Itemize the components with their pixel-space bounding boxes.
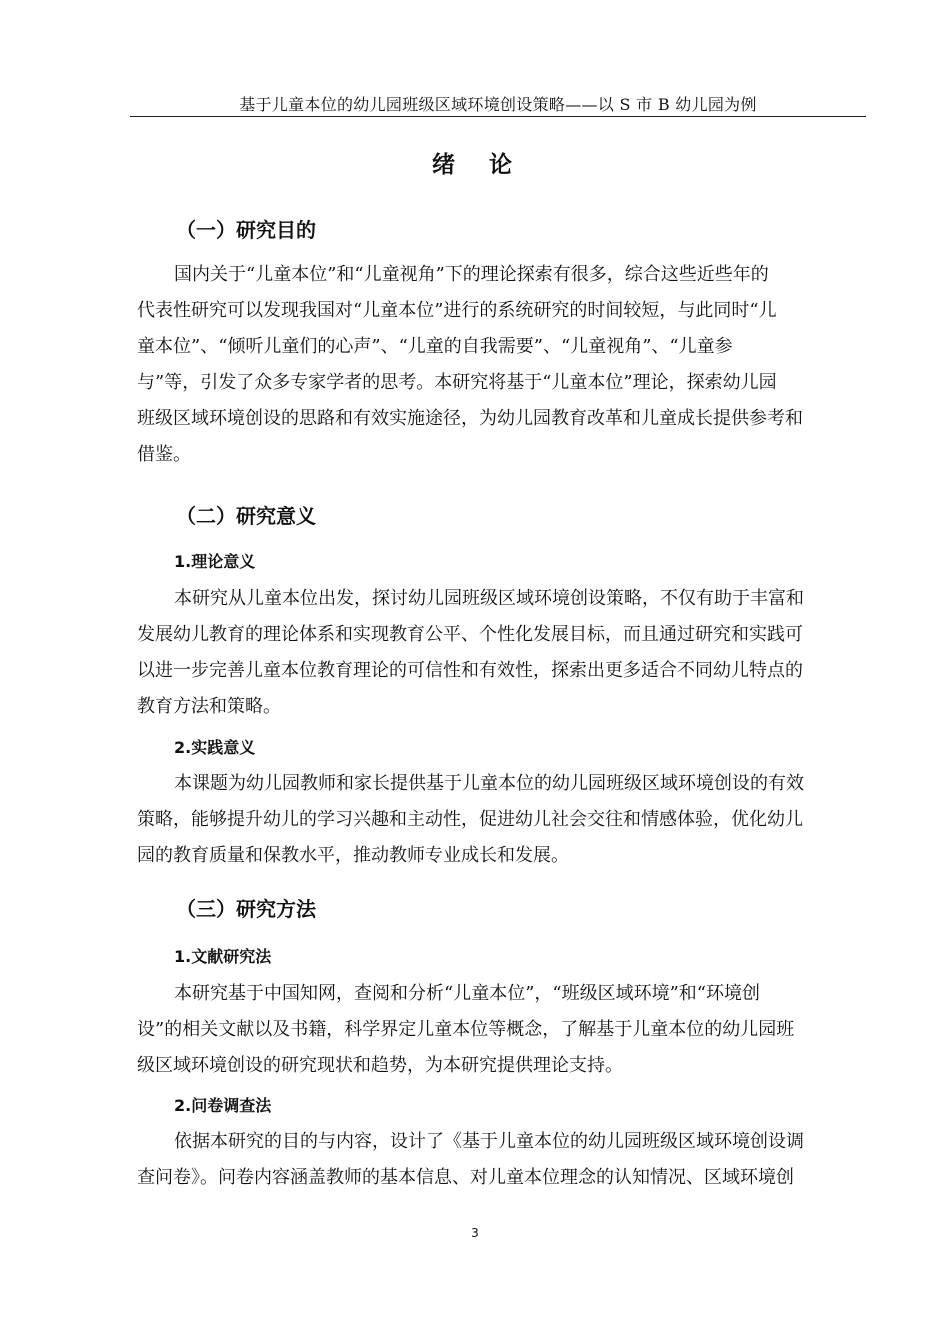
text-line: 策略，能够提升幼儿的学习兴趣和主动性，促进幼儿社会交往和情感体验，优化幼儿 [137,809,803,830]
text-line: 级区域环境创设的研究现状和趋势，为本研究提供理论支持。 [137,1055,623,1076]
text-line: 依据本研究的目的与内容，设计了《基于儿童本位的幼儿园班级区域环境创设调 [174,1131,804,1152]
text-line: 本课题为幼儿园教师和家长提供基于儿童本位的幼儿园班级区域环境创设的有效 [174,773,804,794]
running-header-text: 基于儿童本位的幼儿园班级区域环境创设策略——以 S 市 B 幼儿园为例 [239,95,757,114]
section-heading-methods: （三）研究方法 [176,897,316,921]
text-line: 本研究基于中国知网，查阅和分析“儿童本位”，“班级区域环境”和“环境创 [174,983,761,1004]
text-line: 以进一步完善儿童本位教育理论的可信性和有效性，探索出更多适合不同幼儿特点的 [137,660,803,681]
section-heading-purpose: （一）研究目的 [176,218,316,242]
paragraph-theoretical [137,581,847,725]
subheading-theoretical: 1.理论意义 [174,552,256,571]
text-line: 国内关于“儿童本位”和“儿童视角”下的理论探索有很多，综合这些近些年的 [174,264,769,285]
text-line: 童本位”、“倾听儿童们的心声”、“儿童的自我需要”、“儿童视角”、“儿童参 [137,336,733,357]
subheading-literature: 1.文献研究法 [174,947,272,966]
section-heading-significance: （二）研究意义 [176,504,316,528]
text-line: 设”的相关文献以及书籍，科学界定儿童本位等概念，了解基于儿童本位的幼儿园班 [137,1019,795,1040]
text-line: 班级区域环境创设的思路和有效实施途径，为幼儿园教育改革和儿童成长提供参考和 [137,408,803,429]
text-line: 代表性研究可以发现我国对“儿童本位”进行的系统研究的时间较短，与此同时“儿 [137,300,777,321]
text-line: 借鉴。 [137,444,191,465]
subheading-practical: 2.实践意义 [174,738,256,757]
text-line: 与”等，引发了众多专家学者的思考。本研究将基于“儿童本位”理论，探索幼儿园 [137,372,777,393]
running-header [130,88,866,117]
subheading-questionnaire: 2.问卷调查法 [174,1096,272,1115]
text-line: 园的教育质量和保教水平，推动教师专业成长和发展。 [137,845,569,866]
page-number: 3 [471,1226,479,1240]
text-line: 教育方法和策略。 [137,696,281,717]
paragraph-purpose [137,257,847,473]
paragraph-practical [137,766,847,874]
text-line: 本研究从儿童本位出发，探讨幼儿园班级区域环境创设策略，不仅有助于丰富和 [174,588,804,609]
paragraph-literature [137,976,847,1084]
paragraph-questionnaire [137,1124,847,1196]
text-line: 查问卷》。问卷内容涵盖教师的基本信息、对儿童本位理念的认知情况、区域环境创 [137,1167,794,1188]
text-line: 发展幼儿教育的理论体系和实现教育公平、个性化发展目标，而且通过研究和实践可 [137,624,803,645]
chapter-title: 绪 论 [431,152,518,178]
